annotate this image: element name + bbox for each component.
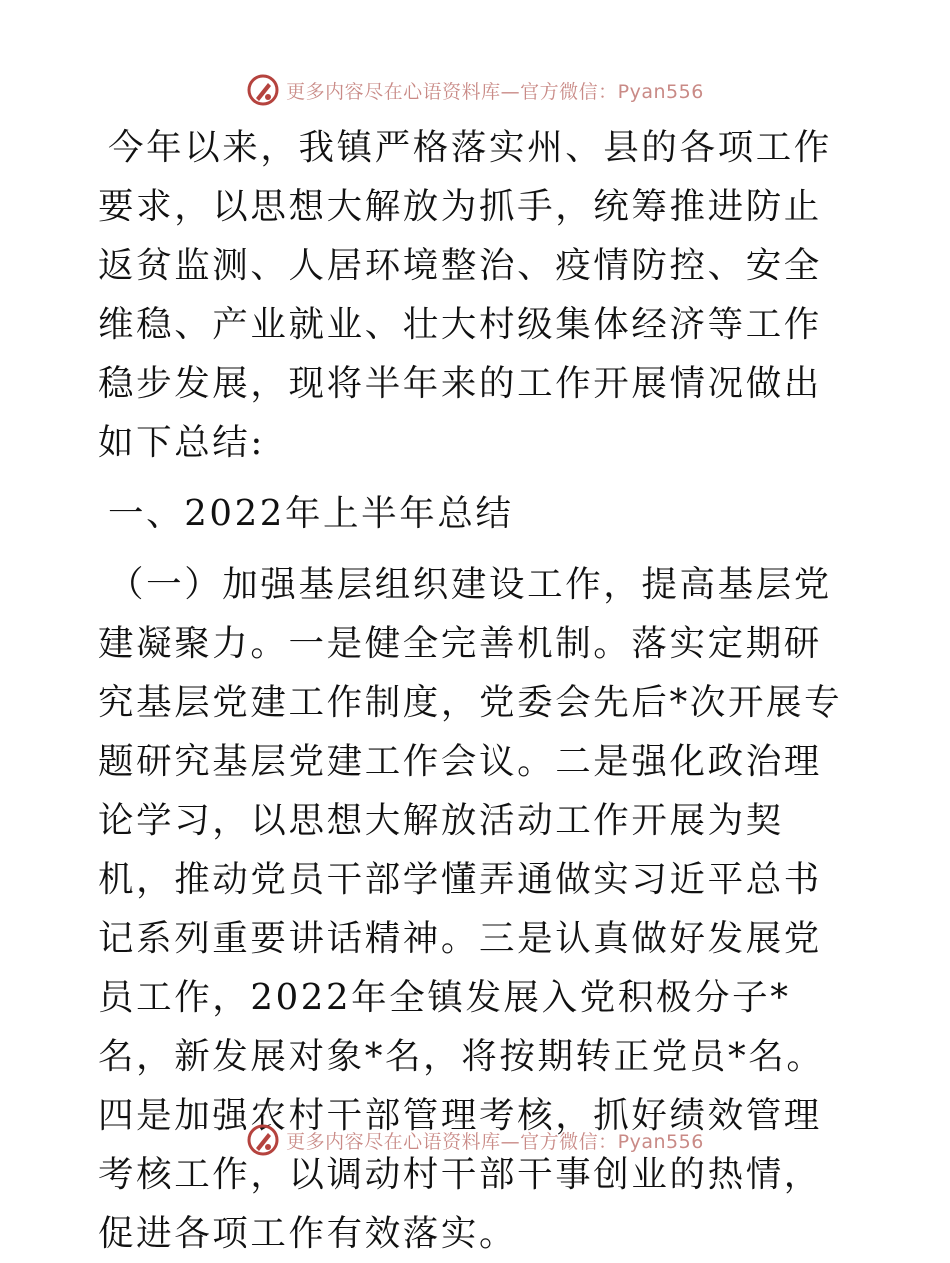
document-body [98, 118, 858, 1263]
watermark-footer [0, 1120, 950, 1160]
section-heading: 一、2022年上半年总结 [108, 493, 514, 534]
pen-nib-circle-icon [246, 73, 280, 107]
intro-paragraph: 今年以来，我镇严格落实州、县的各项工作要求，以思想大解放为抓手，统筹推进防止返贫监测、人居环境整治、疫情防控、安全维稳、产业就业、壮大村级集体经济等工作稳步发展，现将半年来的工作开展情况做出如下总结: [98, 127, 832, 463]
watermark-text: 更多内容尽在心语资料库—官方微信：Pyan556 [286, 1130, 704, 1153]
watermark-text: 更多内容尽在心语资料库—官方微信：Pyan556 [286, 80, 704, 103]
section-1-paragraph: （一）加强基层组织建设工作，提高基层党建凝聚力。一是健全完善机制。落实定期研究基层党建工作制度，党委会先后*次开展专题研究基层党建工作会议。二是强化政治理论学习，以思想大解放活动工作开展为契机，推动党员干部学懂弄通做实习近平总书记系列重要讲话精神。三是认真做好发展党员工作，2022年全镇发展入党积极分子*名，新发展对象*名，将按期转正党员*名。四是加强农村干部管理考核，抓好绩效管理考核工作，以调动村干部干事创业的热情，促进各项工作有效落实。 [98, 564, 843, 1254]
watermark-header [0, 70, 950, 110]
pen-nib-circle-icon [246, 1123, 280, 1157]
